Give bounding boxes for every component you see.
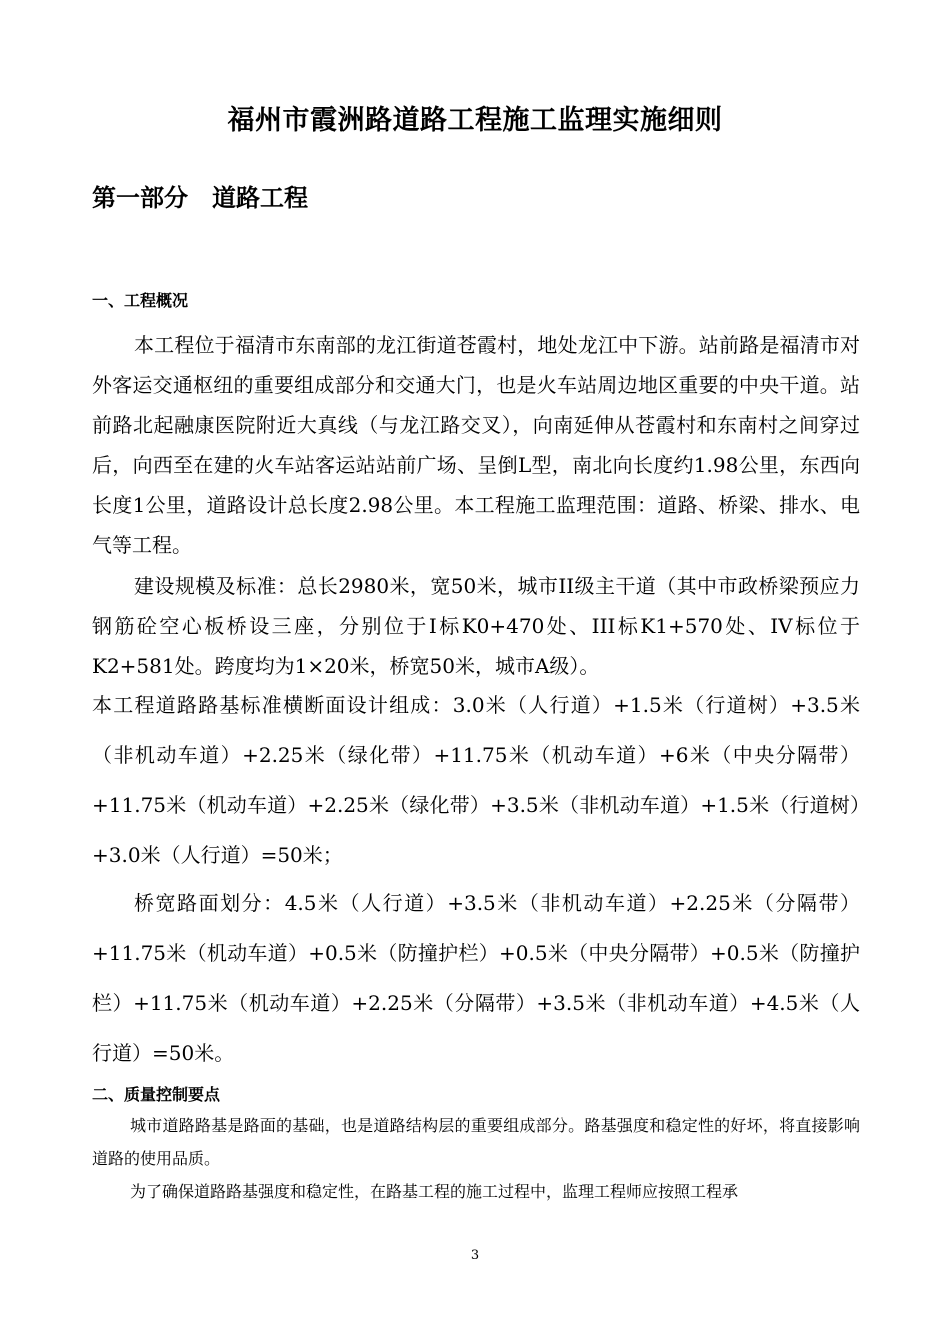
part-title: 第一部分 道路工程: [92, 183, 308, 212]
paragraph-subgrade: 城市道路路基是路面的基础，也是道路结构层的重要组成部分。路基强度和稳定性的好坏，将直接影响道路的使用品质。: [92, 1116, 860, 1168]
paragraph-cross-section: 本工程道路路基标准横断面设计组成：3.0米（人行道）+1.5米（行道树）+3.5米（非机动车道）+2.25米（绿化带）+11.75米（机动车道）+6米（中央分隔带）+11.75米（机动车道）+2.25米（绿化带）+3.5米（非机动车道）+1.5米（行道树）+3.0米（人行道）=50米；: [92, 693, 860, 867]
paragraph-overview: 本工程位于福清市东南部的龙江街道苍霞村，地处龙江中下游。站前路是福清市对外客运交通枢纽的重要组成部分和交通大门，也是火车站周边地区重要的中央干道。站前路北起融康医院附近大真线（与龙江路交叉），向南延伸从苍霞村和东南村之间穿过后，向西至在建的火车站客运站站前广场、呈倒L型，南北向长度约1.98公里，东西向长度1公里，道路设计总长度2.98公里。本工程施工监理范围：道路、桥梁、排水、电气等工程。: [92, 333, 860, 557]
section-heading-quality: 二、质量控制要点: [92, 1085, 221, 1104]
paragraph-scale: 建设规模及标准：总长2980米，宽50米，城市II级主干道（其中市政桥梁预应力钢筋砼空心板桥设三座，分别位于I标K0+470处、III标K1+570处、IV标位于K2+581处。跨度均为1×20米，桥宽50米，城市A级）。: [92, 574, 860, 678]
paragraph-bridge-width: 桥宽路面划分：4.5米（人行道）+3.5米（非机动车道）+2.25米（分隔带）+11.75米（机动车道）+0.5米（防撞护栏）+0.5米（中央分隔带）+0.5米（防撞护栏）+11.75米（机动车道）+2.25米（分隔带）+3.5米（非机动车道）+4.5米（人行道）=50米。: [92, 891, 860, 1065]
paragraph-subgrade-control: 为了确保道路路基强度和稳定性，在路基工程的施工过程中，监理工程师应按照工程承: [130, 1182, 739, 1201]
document-title: 福州市霞洲路道路工程施工监理实施细则: [227, 105, 723, 136]
section-heading-overview: 一、工程概况: [92, 291, 189, 310]
page-number: 3: [470, 1248, 480, 1263]
